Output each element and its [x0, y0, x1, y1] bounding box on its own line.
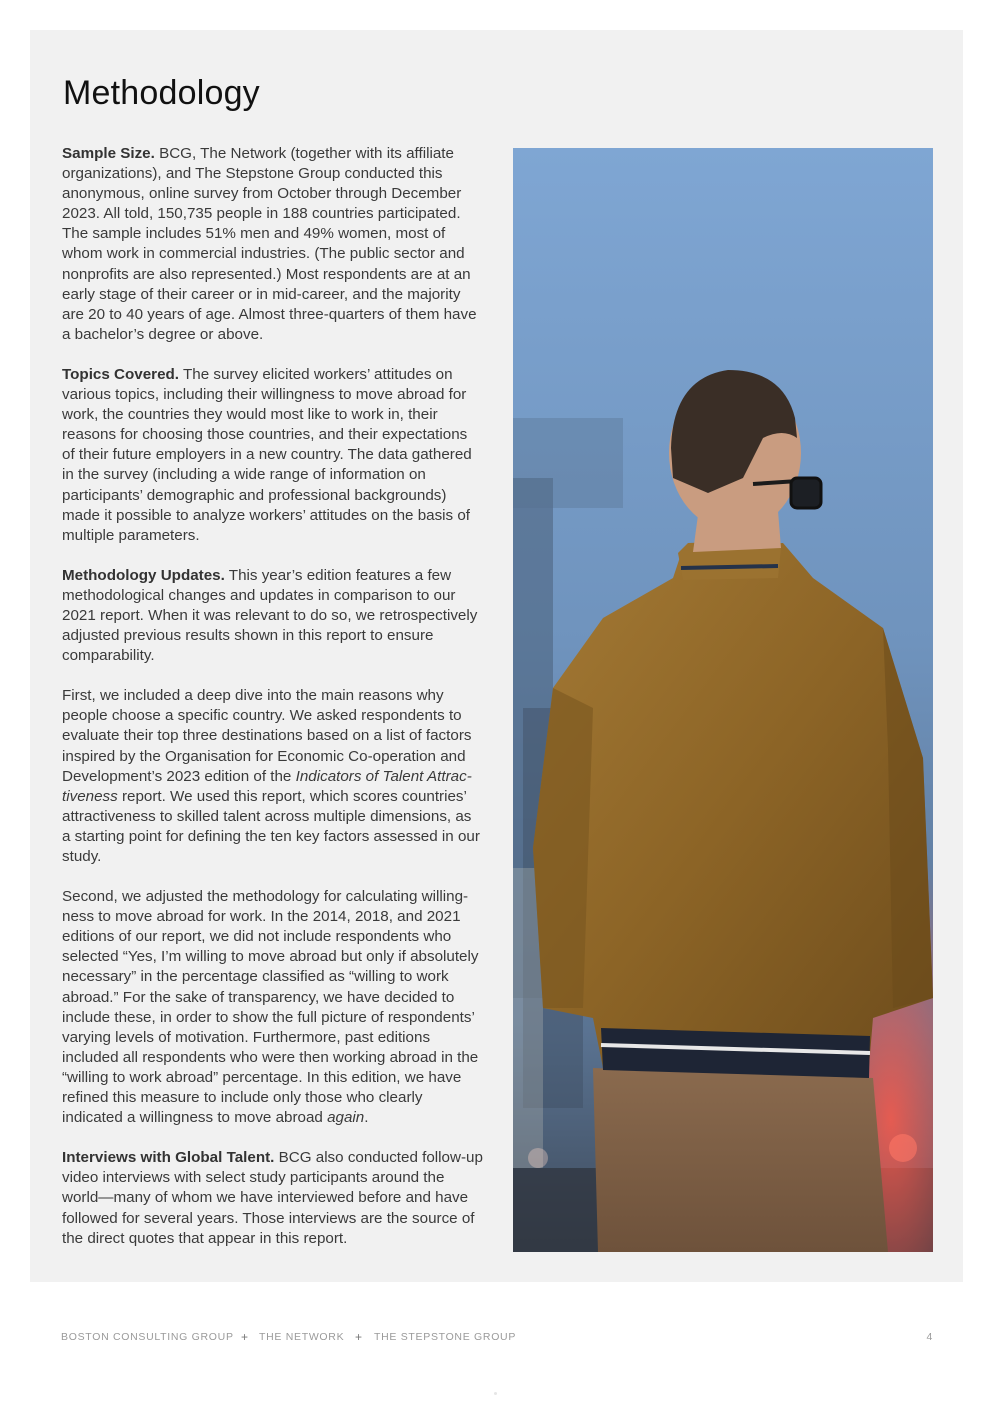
- lead-topics-covered: Topics Covered.: [62, 365, 180, 383]
- lead-interviews: Interviews with Global Talent.: [62, 1149, 275, 1167]
- text-second-post: .: [364, 1109, 369, 1127]
- page-number: 4: [926, 1331, 933, 1343]
- body-text: [62, 144, 484, 1269]
- emphasis-again: again: [327, 1109, 365, 1127]
- paragraph-methodology-updates: [62, 566, 484, 666]
- report-title: Indicators of Talent Attractiveness: [62, 767, 472, 805]
- footer-org-bcg: BOSTON CONSULTING GROUP: [61, 1331, 234, 1343]
- text-interviews: BCG also conducted follow-up video interviews with select study participants around the world—many of whom we have interviewed before and have followed for several years. Those interviews are the source of the direct quotes that appear in this report.: [62, 1149, 483, 1247]
- decorative-dot: [494, 1392, 497, 1395]
- footer-org-network: THE NETWORK: [259, 1331, 345, 1343]
- text-first-pre: First, we included a deep dive into the main reasons why people choose a specific country. We asked respondents to evaluate their top three destinations based on a list of factors inspired by the Organisation for Economic Co-operation and Development’s 2023 edition of the: [62, 687, 472, 785]
- lead-sample-size: Sample Size.: [62, 145, 155, 162]
- footer: [61, 1331, 933, 1347]
- paragraph-first: [62, 686, 484, 867]
- paragraph-second: [62, 887, 484, 1128]
- text-topics-covered: The survey elicited workers’ attitudes on various topics, including their willingness to move abroad for work, the countries they would most like to work in, their reasons for choosing those countries, and their expectations of their future employers in a new country. The data gathered in the survey (including a wide range of information on participants’ demographic and professional backgrounds) made it possible to analyze workers’ attitudes on the basis of multiple parameters.: [62, 365, 472, 544]
- footer-separator-1: +: [241, 1330, 249, 1344]
- lead-methodology-updates: Methodology Updates.: [62, 566, 225, 584]
- text-methodology-updates: This year’s edition features a few methodological changes and updates in comparison to our 2021 report. When it was relevant to do so, we retrospectively adjusted previous results shown in this report to ensure comparability.: [62, 566, 478, 665]
- paragraph-topics-covered: [62, 365, 484, 546]
- paragraph-sample-size: [62, 144, 484, 345]
- man-in-jacket-photo: [513, 148, 933, 1252]
- footer-org-stepstone: THE STEPSTONE GROUP: [374, 1331, 517, 1343]
- text-first-post: report. We used this report, which scores countries’ attractiveness to skilled talent across multiple dimensions, as a starting point for defining the ten key factors assessed in our study.: [62, 787, 480, 865]
- text-second-pre: Second, we adjusted the methodology for calculating willingness to move abroad for work. In the 2014, 2018, and 2021 editions of our report, we did not include respondents who selected “Yes, I’m willing to move abroad but only if absolutely necessary” in the percentage classified as “willing to work abroad.” For the sake of transparency, we have decided to include these, in order to show the full picture of respondents’ varying levels of motivation. Furthermore, past editions included all respondents who were then working abroad in the “willing to work abroad” percentage. In this edition, we have refined this measure to include only those who clearly indicated a willingness to move abroad: [62, 888, 479, 1127]
- footer-separator-2: +: [355, 1330, 363, 1344]
- paragraph-interviews: [62, 1148, 484, 1248]
- text-sample-size: BCG, The Network (together with its affiliate organizations), and The Stepstone Group conducted this anonymous, online survey from October through December 2023. All told, 150,735 people in 188 countries participated. The sample includes 51% men and 49% women, most of whom work in commercial industries. (The public sector and nonprofits are also represented.) Most respondents are at an early stage of their career or in mid-career, and the majority are 20 to 40 years of age. Almost three-quarters of them have a bachelor’s degree or above.: [62, 145, 477, 343]
- page-title: Methodology: [63, 74, 260, 112]
